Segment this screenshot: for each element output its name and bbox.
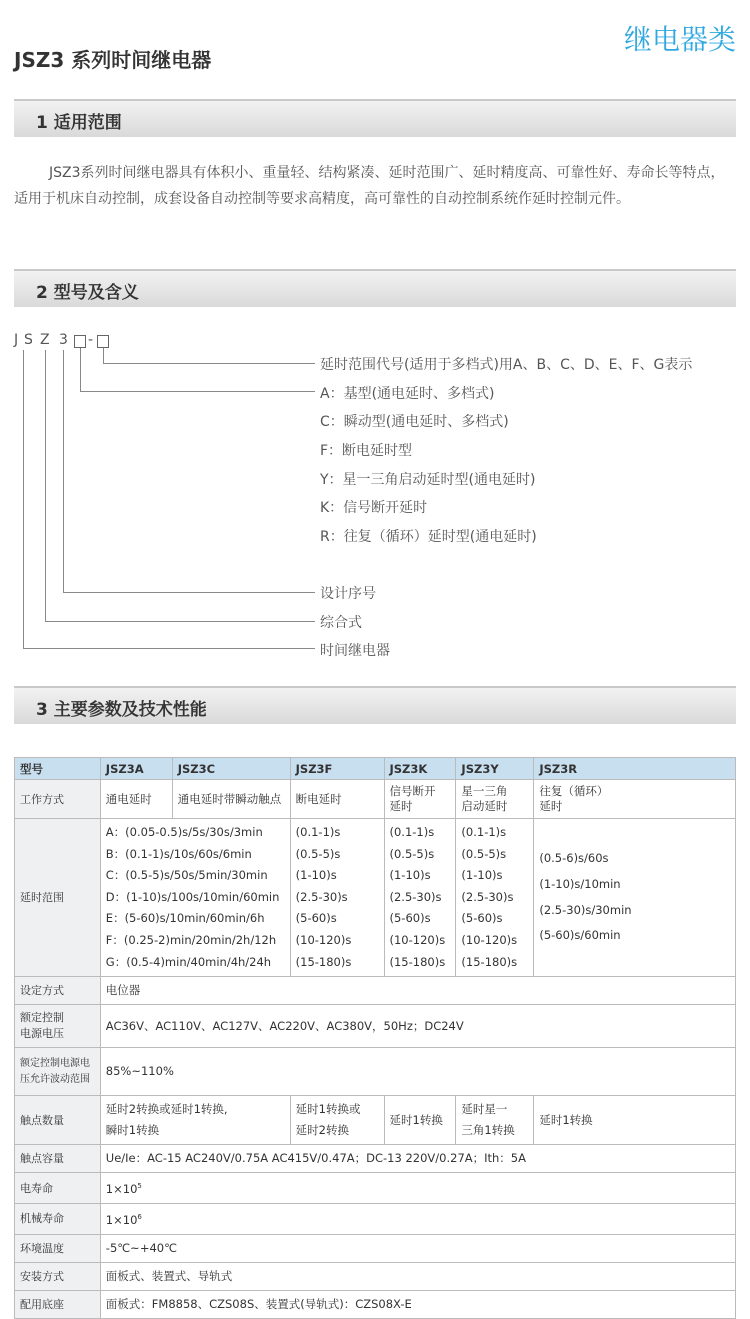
desc-type-c: C：瞬动型(通电延时、多档式) [320,414,509,430]
label-setting: 设定方式 [15,977,101,1005]
label-mech-life: 机械寿命 [15,1203,101,1234]
contacts-f-line1: 延时1转换或 [295,1102,361,1117]
delay-k-line: (5-60)s [389,911,431,926]
delay-y-line: (15-180)s [461,954,518,969]
header-jsz3y: JSZ3Y [456,758,534,780]
desc-type-f: F：断电延时型 [320,443,413,459]
delay-k-line: (0.5-5)s [389,846,435,861]
work-mode-y-line1: 星一三角 [461,784,508,798]
desc-delay-range-code: 延时范围代号(适用于多档式)用A、B、C、D、E、F、G表示 [320,357,693,373]
delay-f-line: (10-120)s [295,932,352,947]
table-row-install [15,1262,736,1290]
work-mode-y [456,780,534,819]
label-fluct-line1: 额定控制电源电 [20,1057,90,1069]
work-mode-r [534,780,736,819]
delay-f-line: (2.5-30)s [295,889,348,904]
desc-type-a: A：基型(通电延时、多档式) [320,386,495,402]
delay-k-line: (1-10)s [389,868,431,883]
delay-r-line: (5-60)s/60min [539,928,621,943]
contacts-r: 延时1转换 [534,1096,736,1145]
delay-k-line: (10-120)s [389,932,446,947]
section-header-2 [14,269,736,307]
header-jsz3r: JSZ3R [534,758,736,780]
work-mode-y-line2: 启动延时 [461,799,508,813]
delay-ac-line: D：(1-10)s/100s/10min/60min [105,889,280,904]
model-code-j: J [14,332,19,348]
table-row-capacity [15,1145,736,1173]
label-voltage-line1: 额定控制 [20,1011,64,1025]
elec-life-base: 1×10 [105,1181,138,1196]
delay-range-y [456,819,534,977]
label-fluctuation [15,1048,101,1096]
delay-range-k [384,819,456,977]
header-model: 型号 [15,758,101,780]
table-row-voltage [15,1005,736,1048]
elec-life-value [100,1173,735,1204]
label-contacts: 触点数量 [15,1096,101,1145]
capacity-value: Ue/Ie：AC-15 AC240V/0.75A AC415V/0.47A；DC-13 220V/0.27A；Ith：5A [100,1145,735,1173]
header-jsz3k: JSZ3K [384,758,456,780]
table-row-fluctuation [15,1048,736,1096]
work-mode-k-line2: 延时 [389,799,413,813]
header-jsz3c: JSZ3C [172,758,290,780]
category-label: 继电器类 [623,23,736,56]
delay-y-line: (0.5-5)s [461,846,507,861]
model-code-dash: - [88,332,94,348]
label-voltage [15,1005,101,1048]
delay-ac-line: F：(0.25-2)min/20min/2h/12h [105,932,277,947]
work-mode-f: 断电延时 [290,780,384,819]
model-code-box-2 [97,335,109,348]
label-fluct-line2: 压允许波动范围 [20,1073,90,1085]
install-value: 面板式、装置式、导轨式 [100,1262,735,1290]
contacts-ac [100,1096,290,1145]
delay-range-ac [100,819,290,977]
delay-ac-line: A：(0.05-0.5)s/5s/30s/3min [105,825,263,839]
work-mode-r-line1: 往复（循环） [539,784,609,798]
delay-f-line: (0.1-1)s [295,825,341,839]
desc-design-no: 设计序号 [320,586,376,602]
mech-life-base: 1×10 [105,1212,138,1227]
delay-k-line: (2.5-30)s [389,889,442,904]
delay-r-line: (0.5-6)s/60s [539,850,609,865]
section-heading-3: 3 主要参数及技术性能 [36,700,207,720]
delay-y-line: (2.5-30)s [461,889,514,904]
mech-life-value [100,1203,735,1234]
delay-f-line: (0.5-5)s [295,846,341,861]
delay-y-line: (1-10)s [461,868,503,883]
label-install: 安装方式 [15,1262,101,1290]
delay-f-line: (5-60)s [295,911,337,926]
delay-ac-line: E：(5-60)s/10min/60min/6h [105,911,265,926]
delay-y-line: (5-60)s [461,911,503,926]
delay-ac-line: B：(0.1-1)s/10s/60s/6min [105,846,252,861]
contacts-ac-line1: 延时2转换或延时1转换, [105,1102,228,1117]
delay-range-r [534,819,736,977]
header-jsz3a: JSZ3A [100,758,172,780]
work-mode-a: 通电延时 [100,780,172,819]
desc-time-relay: 时间继电器 [320,643,390,659]
label-work-mode: 工作方式 [15,780,101,819]
delay-f-line: (1-10)s [295,868,337,883]
work-mode-r-line2: 延时 [539,799,563,813]
label-elec-life: 电寿命 [15,1173,101,1204]
contacts-y-line2: 三角1转换 [461,1123,515,1138]
delay-ac-line: C：(0.5-5)s/50s/5min/30min [105,868,268,883]
contacts-k: 延时1转换 [384,1096,456,1145]
label-delay-range: 延时范围 [15,819,101,977]
delay-k-line: (15-180)s [389,954,446,969]
section-header-3 [14,686,736,724]
table-row-contacts [15,1096,736,1145]
delay-y-line: (10-120)s [461,932,518,947]
spec-table [14,757,736,1319]
contacts-f [290,1096,384,1145]
table-row-base [15,1290,736,1318]
desc-type-k: K：信号断开延时 [320,500,428,516]
desc-type-y: Y：星一三角启动延时型(通电延时) [320,472,536,488]
contacts-y-line1: 延时星一 [461,1102,508,1117]
delay-r-line: (1-10)s/10min [539,876,621,891]
work-mode-k [384,780,456,819]
section-heading-1: 1 适用范围 [36,113,122,133]
model-code-s: S [24,332,33,348]
intro-paragraph: JSZ3系列时间继电器具有体积小、重量轻、结构紧凑、延时范围广、延时精度高、可靠性好、寿命长等特点，适用于机床自动控制，成套设备自动控制等要求高精度，高可靠性的自动控制系统作延时控制元件。 [14,165,725,207]
delay-r-line: (2.5-30)s/30min [539,902,632,917]
base-value: 面板式：FM8858、CZS08S、装置式(导轨式)：CZS08X-E [100,1290,735,1318]
page-title: JSZ3 系列时间继电器 [14,48,212,72]
contacts-ac-line2: 瞬时1转换 [105,1123,160,1138]
table-row-temperature [15,1234,736,1262]
desc-type-r: R：往复（循环）延时型(通电延时) [320,529,537,545]
label-base: 配用底座 [15,1290,101,1318]
delay-f-line: (15-180)s [295,954,352,969]
contacts-y [456,1096,534,1145]
work-mode-k-line1: 信号断开 [389,784,436,798]
elec-life-exp: 5 [137,1182,142,1191]
delay-k-line: (0.1-1)s [389,825,435,839]
table-row-setting [15,977,736,1005]
model-code-z: Z [40,332,50,348]
contacts-f-line2: 延时2转换 [295,1123,349,1138]
fluctuation-value: 85%~110% [100,1048,735,1096]
model-code-3: 3 [59,332,68,348]
table-header-row [15,758,736,780]
delay-y-line: (0.1-1)s [461,825,507,839]
table-row-mech-life [15,1203,736,1234]
voltage-value: AC36V、AC110V、AC127V、AC220V、AC380V，50Hz；DC24V [100,1005,735,1048]
mech-life-exp: 6 [137,1212,142,1221]
section-heading-2: 2 型号及含义 [36,283,139,303]
delay-range-f [290,819,384,977]
work-mode-c: 通电延时带瞬动触点 [172,780,290,819]
label-voltage-line2: 电源电压 [20,1027,64,1041]
section-header-1 [14,99,736,137]
model-code-box-1 [74,335,86,348]
label-temperature: 环境温度 [15,1234,101,1262]
table-row-elec-life [15,1173,736,1204]
header-jsz3f: JSZ3F [290,758,384,780]
temperature-value: -5℃~+40℃ [100,1234,735,1262]
desc-integrated: 综合式 [320,615,362,631]
setting-value: 电位器 [100,977,735,1005]
table-row-delay-range [15,819,736,977]
delay-ac-line: G：(0.5-4)min/40min/4h/24h [105,954,272,969]
table-row-work-mode [15,780,736,819]
label-capacity: 触点容量 [15,1145,101,1173]
